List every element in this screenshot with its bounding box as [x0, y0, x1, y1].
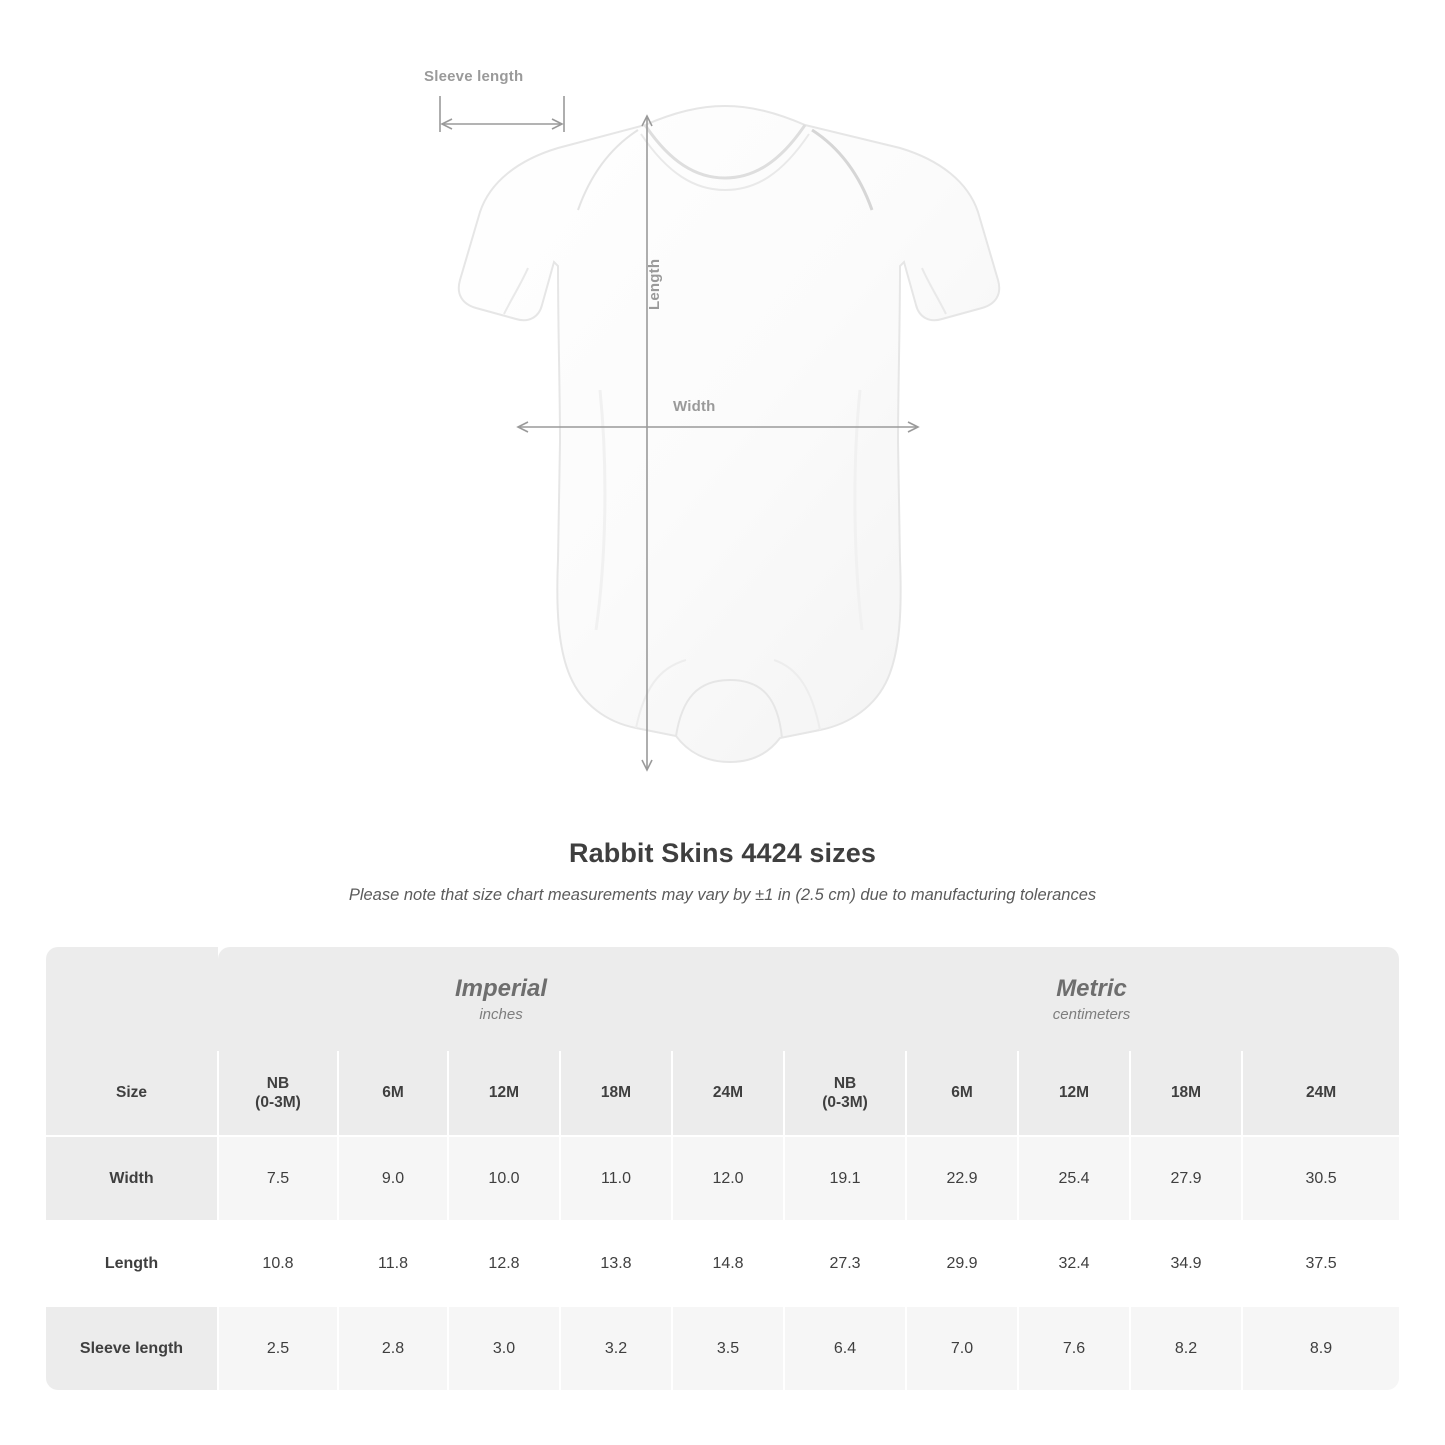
cell-sleeve-5: 6.4 — [784, 1306, 906, 1390]
cell-sleeve-6: 7.0 — [906, 1306, 1018, 1390]
header-col-0-main: NB — [266, 1074, 290, 1092]
cell-sleeve-3: 3.2 — [560, 1306, 672, 1390]
row-label-width: Width — [46, 1136, 218, 1221]
header-size: Size — [46, 1051, 218, 1136]
size-table — [46, 947, 1399, 1390]
cell-width-6: 22.9 — [906, 1136, 1018, 1221]
cell-sleeve-4: 3.5 — [672, 1306, 784, 1390]
column-header-row — [46, 1051, 1399, 1136]
unit-group-imperial-sub: inches — [479, 1006, 523, 1024]
header-col-2: 12M — [448, 1051, 560, 1136]
measurement-note: Please note that size chart measurements may vary by ±1 in (2.5 cm) due to manufacturing tolerances — [348, 886, 1097, 904]
title-block — [0, 838, 1445, 905]
cell-width-0: 7.5 — [218, 1136, 338, 1221]
unit-group-metric-name: Metric — [1056, 974, 1127, 1002]
header-col-6: 6M — [906, 1051, 1018, 1136]
unit-corner-cell — [46, 947, 218, 1051]
table-row — [46, 1306, 1399, 1390]
header-col-3: 18M — [560, 1051, 672, 1136]
unit-group-imperial — [218, 947, 784, 1051]
cell-width-4: 12.0 — [672, 1136, 784, 1221]
cell-sleeve-8: 8.2 — [1130, 1306, 1242, 1390]
cell-width-1: 9.0 — [338, 1136, 448, 1221]
header-col-1: 6M — [338, 1051, 448, 1136]
cell-length-7: 32.4 — [1018, 1221, 1130, 1306]
unit-group-row — [46, 947, 1399, 1051]
cell-length-2: 12.8 — [448, 1221, 560, 1306]
row-label-sleeve-length: Sleeve length — [46, 1306, 218, 1390]
cell-sleeve-0: 2.5 — [218, 1306, 338, 1390]
length-label: Length — [646, 258, 663, 310]
cell-sleeve-1: 2.8 — [338, 1306, 448, 1390]
cell-length-4: 14.8 — [672, 1221, 784, 1306]
cell-length-8: 34.9 — [1130, 1221, 1242, 1306]
cell-length-6: 29.9 — [906, 1221, 1018, 1306]
header-col-5 — [784, 1051, 906, 1136]
cell-length-3: 13.8 — [560, 1221, 672, 1306]
size-table-wrapper — [46, 947, 1399, 1390]
header-col-8: 18M — [1130, 1051, 1242, 1136]
cell-length-1: 11.8 — [338, 1221, 448, 1306]
cell-length-5: 27.3 — [784, 1221, 906, 1306]
sleeve-length-label: Sleeve length — [424, 68, 524, 85]
header-col-9: 24M — [1242, 1051, 1399, 1136]
cell-sleeve-7: 7.6 — [1018, 1306, 1130, 1390]
cell-length-0: 10.8 — [218, 1221, 338, 1306]
sleeve-length-arrow — [440, 96, 564, 132]
cell-width-2: 10.0 — [448, 1136, 560, 1221]
row-label-length: Length — [46, 1221, 218, 1306]
header-col-5-main: NB — [833, 1074, 857, 1092]
header-col-0 — [218, 1051, 338, 1136]
width-label: Width — [673, 398, 716, 415]
header-col-5-sub: (0-3M) — [822, 1094, 868, 1111]
cell-sleeve-2: 3.0 — [448, 1306, 560, 1390]
cell-width-3: 11.0 — [560, 1136, 672, 1221]
bodysuit-icon — [430, 90, 1020, 780]
cell-width-5: 19.1 — [784, 1136, 906, 1221]
cell-length-9: 37.5 — [1242, 1221, 1399, 1306]
bodysuit-graphic — [430, 90, 1020, 780]
header-col-4: 24M — [672, 1051, 784, 1136]
cell-width-9: 30.5 — [1242, 1136, 1399, 1221]
table-row — [46, 1221, 1399, 1306]
unit-group-imperial-name: Imperial — [454, 974, 548, 1002]
cell-sleeve-9: 8.9 — [1242, 1306, 1399, 1390]
table-row — [46, 1136, 1399, 1221]
cell-width-8: 27.9 — [1130, 1136, 1242, 1221]
cell-width-7: 25.4 — [1018, 1136, 1130, 1221]
unit-group-metric — [784, 947, 1399, 1051]
header-col-0-sub: (0-3M) — [255, 1094, 301, 1111]
page-title: Rabbit Skins 4424 sizes — [569, 838, 876, 868]
header-col-7: 12M — [1018, 1051, 1130, 1136]
unit-group-metric-sub: centimeters — [1052, 1006, 1131, 1024]
